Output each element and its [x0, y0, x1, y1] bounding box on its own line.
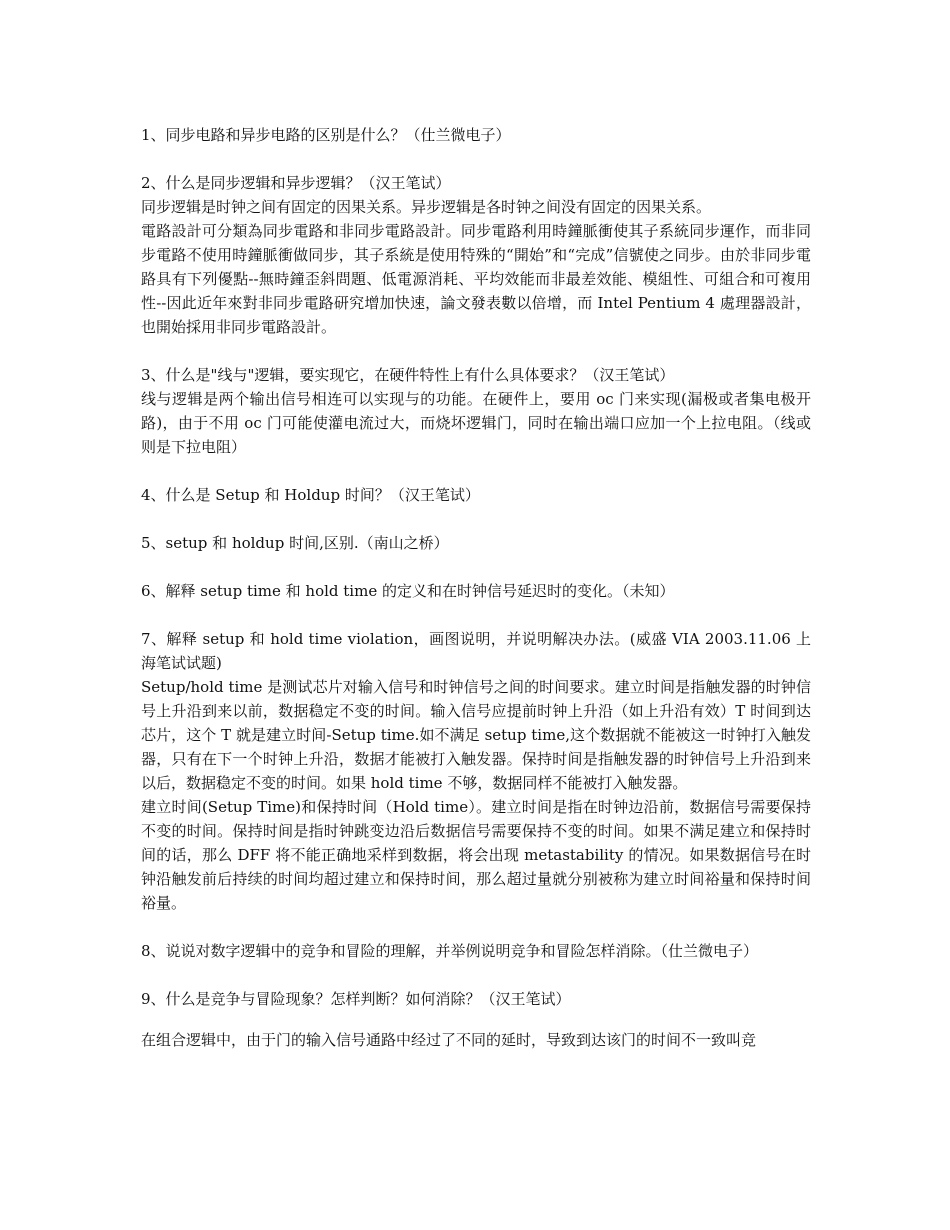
question-2: 2、什么是同步逻辑和异步逻辑？（汉王笔试） — [141, 174, 451, 192]
section-5 — [141, 531, 811, 555]
question-1: 1、同步电路和异步电路的区别是什么？（仕兰微电子） — [141, 126, 511, 144]
question-8: 8、说说对数字逻辑中的竞争和冒险的理解，并举例说明竞争和冒险怎样消除。（仕兰微电子） — [141, 942, 759, 960]
answer-7-1: Setup/hold time 是测试芯片对输入信号和时钟信号之间的时间要求。建立时间是指触发器的时钟信号上升沿到来以前，数据稳定不变的时间。输入信号应提前时钟上升沿（如上升沿有效）T 时间到达芯片，这个 T 就是建立时间-Setup time.如不满足 setup time,这个数据就不能被这一时钟打入触发器，只有在下一个时钟上升沿，数据才能被打入触发器。保持时间是指触发器的时钟信号上升沿到来以后，数据稳定不变的时间。如果 hold time 不够，数据同样不能被打入触发器。 — [141, 678, 811, 792]
section-2 — [141, 171, 811, 339]
question-7: 7、解释 setup 和 hold time violation，画图说明，并说明解决办法。(威盛 VIA 2003.11.06 上海笔试试题) — [141, 630, 811, 672]
answer-2-2: 電路設計可分類為同步電路和非同步電路設計。同步電路利用時鐘脈衝使其子系統同步運作，而非同步電路不使用時鐘脈衝做同步，其子系統是使用特殊的“開始”和“完成”信號使之同步。由於非同步電路具有下列優點--無時鐘歪斜問題、低電源消耗、平均效能而非最差效能、模組性、可組合和可複用性--因此近年來對非同步電路研究增加快速，論文發表數以倍增，而 Intel Pentium 4 處理器設計，也開始採用非同步電路設計。 — [141, 222, 811, 336]
section-3 — [141, 363, 811, 459]
answer-7-2: 建立时间(Setup Time)和保持时间（Hold time）。建立时间是指在时钟边沿前，数据信号需要保持不变的时间。保持时间是指时钟跳变边沿后数据信号需要保持不变的时间。如果不满足建立和保持时间的话，那么 DFF 将不能正确地采样到数据，将会出现 metastability 的情况。如果数据信号在时钟沿触发前后持续的时间均超过建立和保持时间，那么超过量就分别被称为建立时间裕量和保持时间裕量。 — [141, 798, 811, 912]
question-4: 4、什么是 Setup 和 Holdup 时间？（汉王笔试） — [141, 486, 480, 504]
question-5: 5、setup 和 holdup 时间,区别.（南山之桥） — [141, 534, 449, 552]
answer-3-1: 线与逻辑是两个输出信号相连可以实现与的功能。在硬件上，要用 oc 门来实现(漏极或者集电极开路)，由于不用 oc 门可能使灌电流过大，而烧坏逻辑门，同时在输出端口应加一个上拉电阻。（线或则是下拉电阻） — [141, 390, 811, 456]
question-6: 6、解释 setup time 和 hold time 的定义和在时钟信号延迟时的变化。（未知） — [141, 582, 675, 600]
section-8 — [141, 939, 811, 963]
answer-10-1: 在组合逻辑中，由于门的输入信号通路中经过了不同的延时，导致到达该门的时间不一致叫竞 — [141, 1031, 757, 1049]
document-content — [141, 123, 811, 1076]
section-9 — [141, 987, 811, 1011]
section-4 — [141, 483, 811, 507]
answer-2-1: 同步逻辑是时钟之间有固定的因果关系。异步逻辑是各时钟之间没有固定的因果关系。 — [141, 198, 712, 216]
section-10 — [141, 1028, 811, 1052]
section-7 — [141, 627, 811, 915]
section-1 — [141, 123, 811, 147]
question-9: 9、什么是竞争与冒险现象？怎样判断？如何消除？（汉王笔试） — [141, 990, 571, 1008]
question-3: 3、什么是"线与"逻辑，要实现它，在硬件特性上有什么具体要求？（汉王笔试） — [141, 366, 675, 384]
section-6 — [141, 579, 811, 603]
